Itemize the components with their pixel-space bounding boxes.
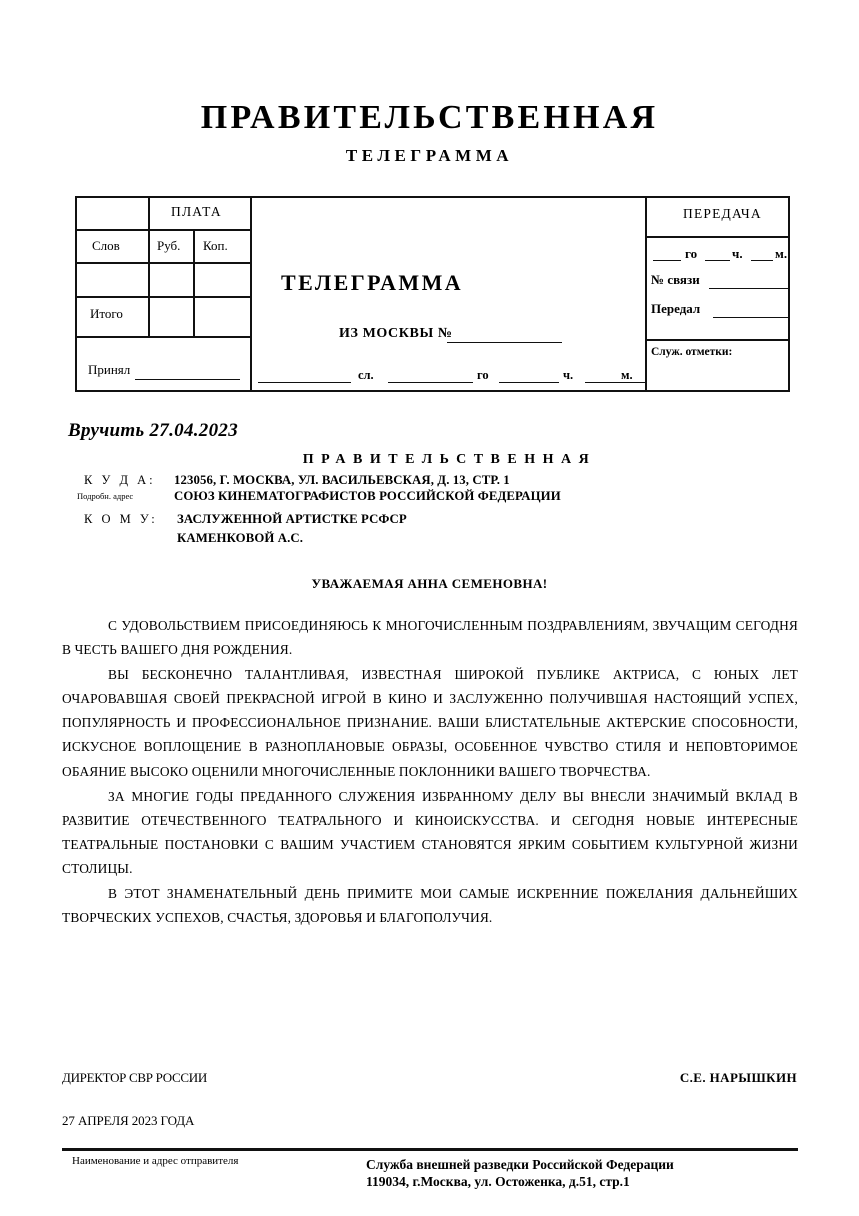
transfer-hour-field[interactable] — [705, 260, 730, 261]
from-moscow-label: ИЗ МОСКВЫ № — [339, 326, 453, 341]
words-count-field[interactable] — [258, 382, 351, 383]
transmitted-by-label: Передал — [651, 301, 701, 316]
whom-value-line-2: КАМЕНКОВОЙ А.С. — [177, 531, 304, 545]
where-address-value: 123056, Г. МОСКВА, УЛ. ВАСИЛЬЕВСКАЯ, Д. 13, СТР. 1 — [174, 473, 510, 487]
signature-date: 27 АПРЕЛЯ 2023 ГОДА — [62, 1113, 195, 1128]
transfer-block-left-divider — [645, 196, 647, 390]
footer-divider — [62, 1148, 798, 1151]
minute-sent-field[interactable] — [585, 382, 647, 383]
service-marks-label: Служ. отметки: — [651, 346, 733, 358]
accepted-by-label: Принял — [88, 362, 131, 377]
document-main-title: ПРАВИТЕЛЬСТВЕННАЯ — [200, 99, 659, 136]
transfer-header-rule — [645, 236, 789, 238]
pay-col-divider-words — [148, 196, 150, 336]
plata-header-label: ПЛАТА — [171, 204, 222, 219]
message-paragraph: В ЭТОТ ЗНАМЕНАТЕЛЬНЫЙ ДЕНЬ ПРИМИТЕ МОИ САМЫЕ ИСКРЕННИЕ ПОЖЕЛАНИЯ ДАЛЬНЕЙШИХ ТВОРЧЕСКИХ УСПЕХОВ, СЧАСТЬЯ, ЗДОРОВЬЯ И БЛАГОПОЛУЧИЯ. — [62, 886, 798, 926]
pay-row-rule-3 — [75, 296, 250, 298]
where-key-label: К У Д А: — [84, 473, 156, 487]
message-paragraph: ЗА МНОГИЕ ГОДЫ ПРЕДАННОГО СЛУЖЕНИЯ ИЗБРАННОМУ ДЕЛУ ВЫ ВНЕСЛИ ЗНАЧИМЫЙ ВКЛАД В РАЗВИТИЕ ОТЕЧЕСТВЕННОГО ТЕАТРАЛЬНОГО И КИНОИСКУССТВА. И СЕГОДНЯ НОВЫЕ ИНТЕРЕСНЫЕ ТЕАТРАЛЬНЫЕ ПОСТАНОВКИ С ВАШИМ УЧАСТИЕМ СТАНОВЯТСЯ ЯРКИМ СОБЫТИЕМ КУЛЬТУРНОЙ ЖИЗНИ СТОЛИЦЫ. — [62, 788, 798, 876]
unit-sl-label: сл. — [358, 368, 374, 382]
message-paragraph: ВЫ БЕСКОНЕЧНО ТАЛАНТЛИВАЯ, ИЗВЕСТНАЯ ШИРОКОЙ ПУБЛИКЕ АКТРИСА, С ЮНЫХ ЛЕТ ОЧАРОВАВШАЯ СВОЕЙ ПРЕКРАСНОЙ ИГРОЙ В КИНО И ЗАСЛУЖЕННО ПОЛУЧИВШАЯ НАСТОЯЩИЙ УСПЕХ, ПОПУЛЯРНОСТЬ И ПРОФЕССИОНАЛЬНОЕ ПРИЗНАНИЕ. ВАШИ БЛИСТАТЕЛЬНЫЕ АКТЕРСКИЕ СПОСОБНОСТИ, ИСКУСНОЕ ВОПЛОЩЕНИЕ В РАЗНОПЛАНОВЫЕ ОБРАЗЫ, ОСОБЕННОЕ ЧУВСТВО СТИЛЯ И НЕПОВТОРИМОЕ ОБАЯНИЕ ВЫСОКО ОЦЕНИЛИ МНОГОЧИСЛЕННЫЕ ПОКЛОННИКИ ВАШЕГО ТВОРЧЕСТВА. — [62, 667, 798, 779]
signatory-title: ДИРЕКТОР СВР РОССИИ — [62, 1070, 207, 1085]
center-telegram-title: ТЕЛЕГРАММА — [281, 270, 464, 295]
table-left-border — [75, 196, 77, 392]
unit-ch-label: ч. — [563, 368, 574, 382]
where-organization-value: СОЮЗ КИНЕМАТОГРАФИСТОВ РОССИЙСКОЙ ФЕДЕРАЦИИ — [174, 489, 561, 503]
message-body — [62, 614, 798, 930]
government-priority-label: ПРАВИТЕЛЬСТВЕННАЯ — [302, 452, 597, 467]
transmitted-by-field[interactable] — [713, 317, 788, 318]
transfer-header-label: ПЕРЕДАЧА — [683, 206, 762, 221]
signatory-name: С.Е. НАРЫШКИН — [679, 1070, 797, 1085]
unit-go-label: го — [477, 368, 489, 382]
sender-name-address-label: Наименование и адрес отправителя — [72, 1155, 239, 1167]
telegram-form-table — [75, 196, 790, 392]
pay-col-divider-rub-kop — [193, 229, 195, 336]
date-sent-field[interactable] — [388, 382, 473, 383]
transfer-go-label: го — [685, 246, 698, 261]
table-bottom-border — [75, 390, 790, 392]
table-right-border — [788, 196, 790, 392]
transfer-date-field[interactable] — [653, 260, 681, 261]
transfer-m-label: м. — [775, 246, 788, 261]
whom-value-line-1: ЗАСЛУЖЕННОЙ АРТИСТКЕ РСФСР — [177, 512, 407, 526]
sender-organization: Служба внешней разведки Российской Федерации — [366, 1157, 674, 1172]
words-column-label: Слов — [92, 238, 120, 253]
rubles-column-label: Руб. — [157, 238, 181, 253]
deliver-date-line: Вручить 27.04.2023 — [68, 420, 239, 441]
sender-address: 119034, г.Москва, ул. Остоженка, д.51, стр.1 — [366, 1174, 630, 1189]
total-row-label: Итого — [90, 306, 123, 321]
transfer-minute-field[interactable] — [751, 260, 773, 261]
hour-sent-field[interactable] — [499, 382, 559, 383]
pay-row-rule-2 — [75, 262, 250, 264]
document-subtitle: ТЕЛЕГРАММА — [345, 145, 514, 165]
pay-row-rule-4 — [75, 336, 250, 338]
transfer-ch-label: ч. — [732, 246, 743, 261]
table-top-border — [75, 196, 790, 198]
masthead — [0, 100, 859, 166]
telegram-number-field[interactable] — [447, 342, 562, 343]
whom-key-label: К О М У: — [84, 512, 158, 526]
accepted-by-field[interactable] — [135, 379, 240, 380]
service-marks-rule — [645, 339, 789, 341]
message-paragraph: С УДОВОЛЬСТВИЕМ ПРИСОЕДИНЯЮСЬ К МНОГОЧИСЛЕННЫМ ПОЗДРАВЛЕНИЯМ, ЗВУЧАЩИМ СЕГОДНЯ В ЧЕСТЬ ВАШЕГО ДНЯ РОЖДЕНИЯ. — [62, 618, 798, 658]
salutation-line: УВАЖАЕМАЯ АННА СЕМЕНОВНА! — [311, 576, 548, 591]
link-number-field[interactable] — [709, 288, 788, 289]
pay-row-rule-1 — [75, 229, 250, 231]
link-number-label: № связи — [651, 272, 700, 287]
where-detail-key-label: Подробн. адрес — [77, 491, 134, 501]
kopecks-column-label: Коп. — [203, 238, 228, 253]
pay-block-right-divider — [250, 196, 252, 390]
unit-m-label: м. — [621, 368, 633, 382]
